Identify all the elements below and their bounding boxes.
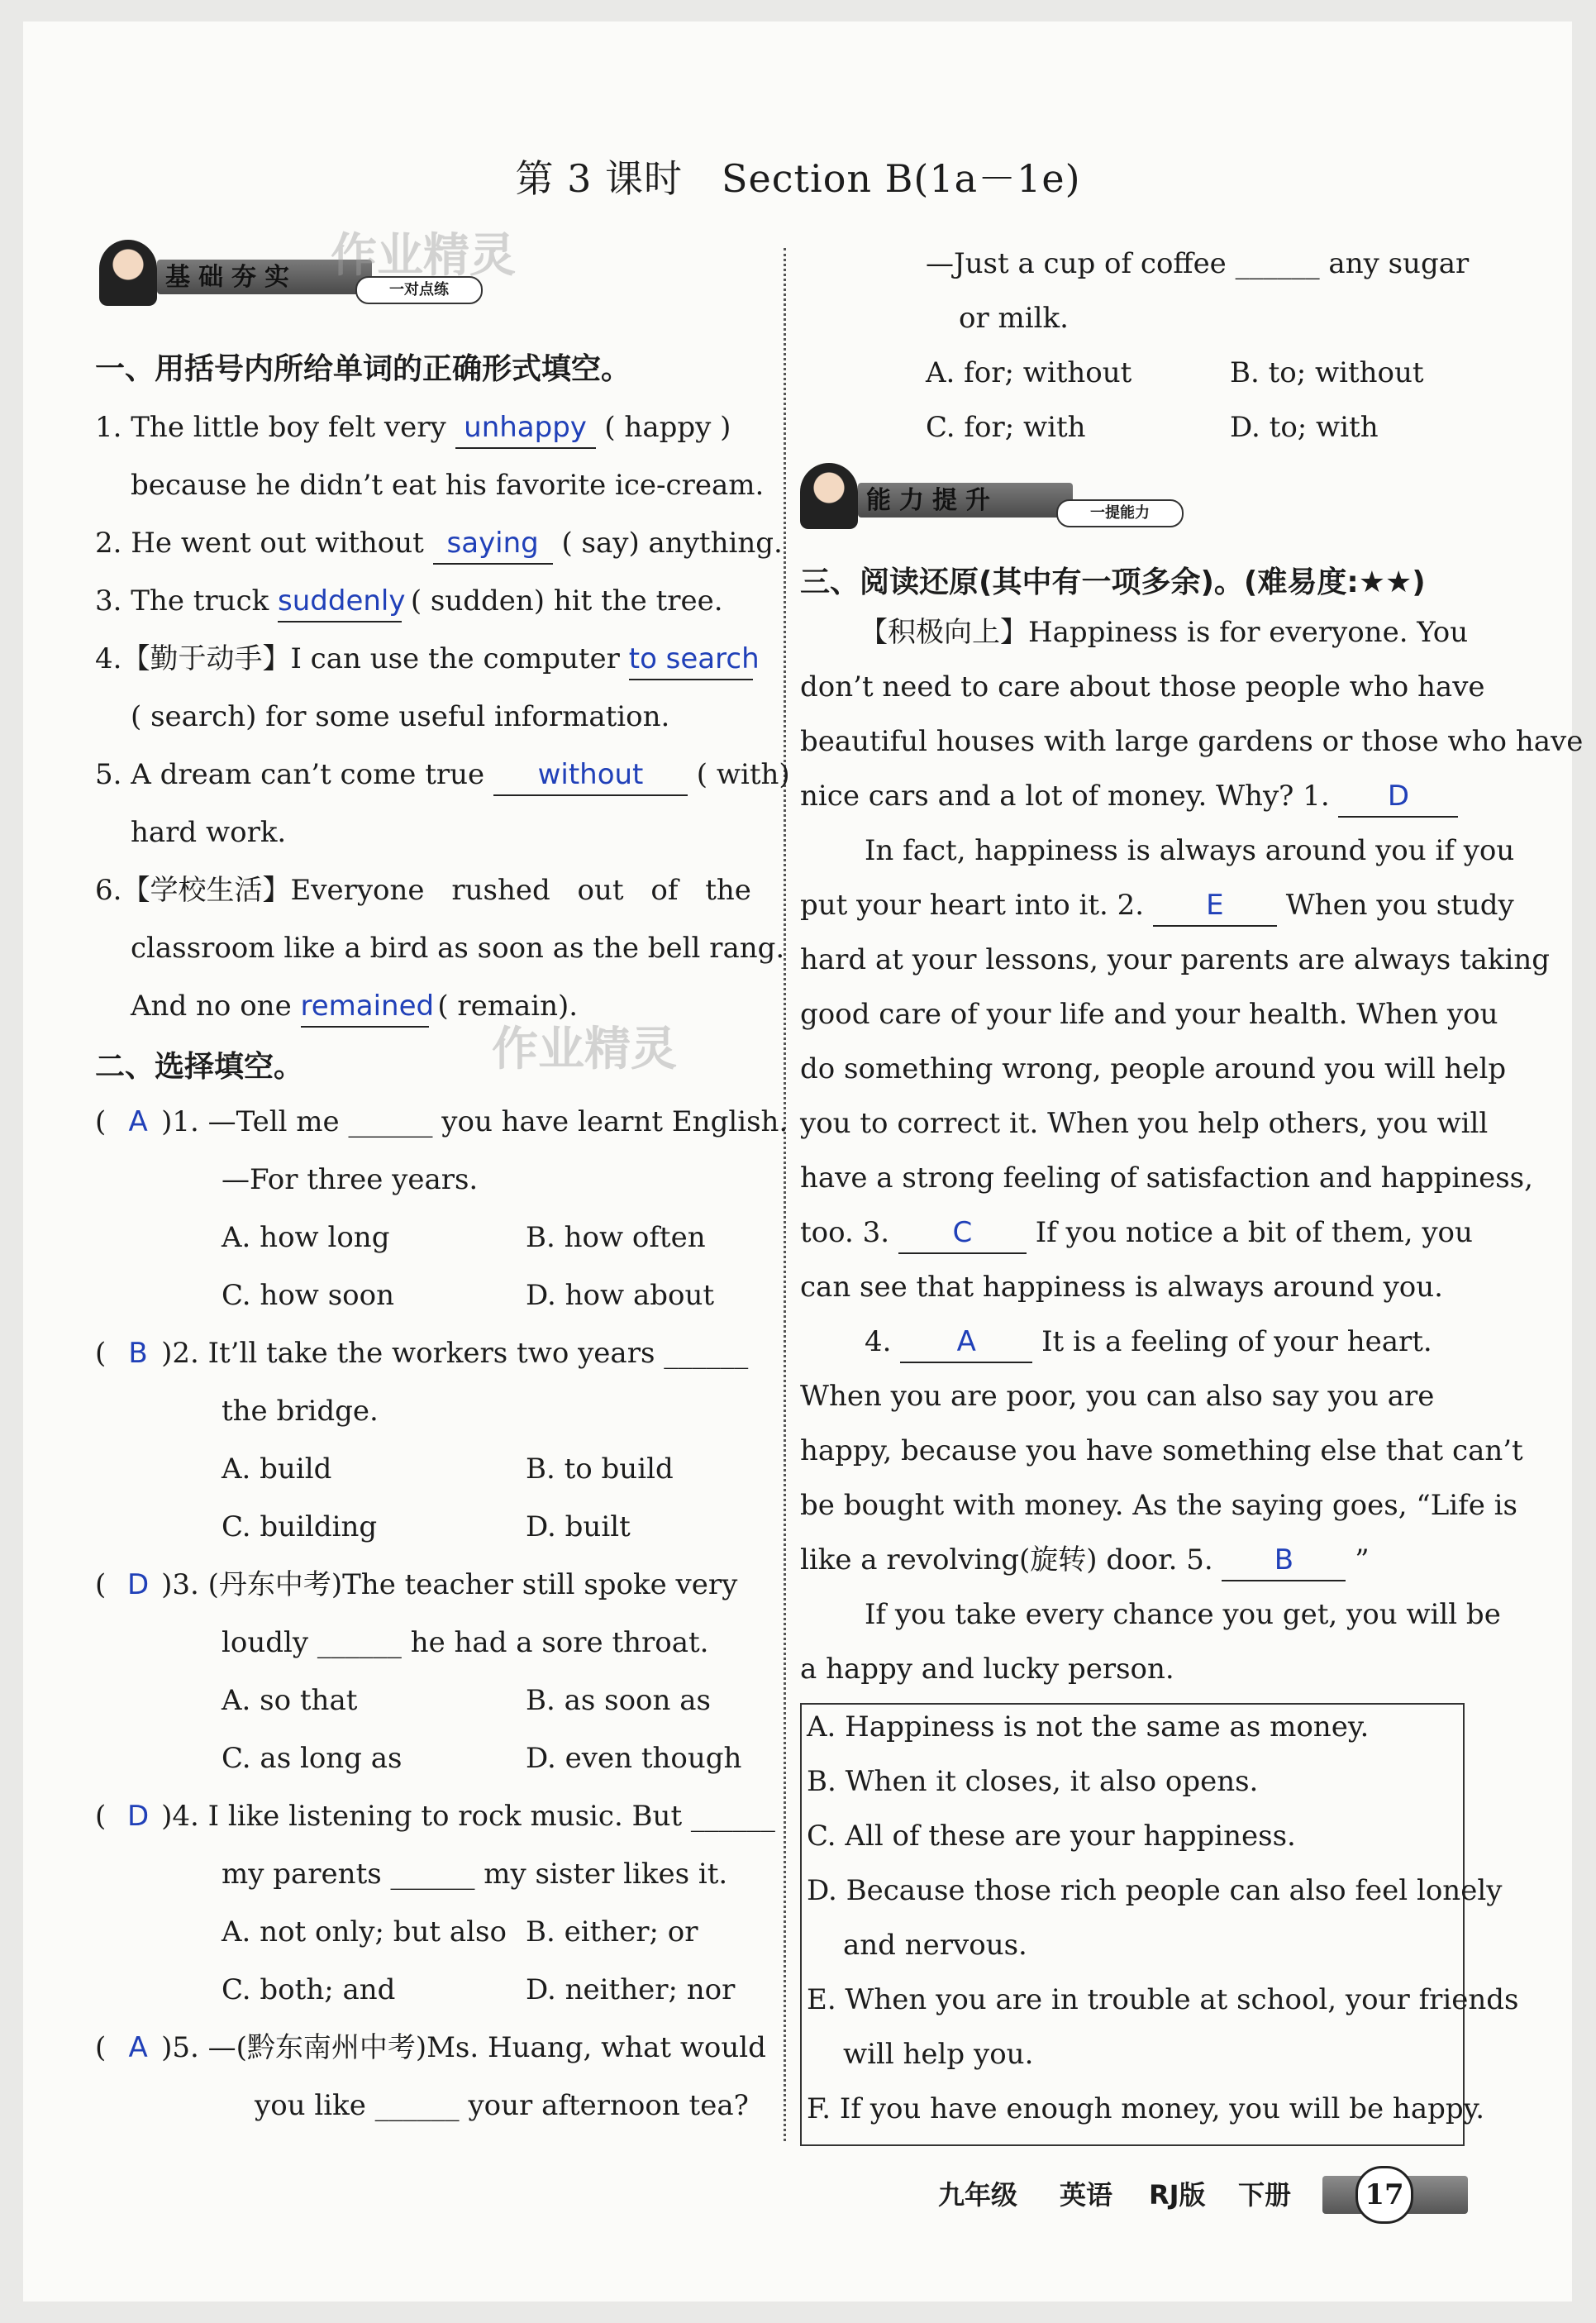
reading-option: C. All of these are your happiness. [807,1820,1296,1853]
mc-3-option-b: B. as soon as [526,1684,711,1717]
footer-subject: 英语 [1060,2179,1113,2211]
part1-heading: 一、用括号内所给单词的正确形式填空。 [95,352,631,386]
footer-volume: 下册 [1238,2179,1292,2211]
column-divider [784,248,786,2141]
q5-line1: 5. A dream can’t come true without ( with) [95,746,790,804]
mc-5-option-a: A. for; without [926,356,1132,389]
q1-answer: unhappy [455,411,596,449]
reading-option: D. Because those rich people can also feel lonely [807,1874,1503,1907]
mc-1-answer: A [128,1105,148,1138]
reading-answer-2: E [1153,889,1277,927]
passage-line: hard at your lessons, your parents are always taking [800,943,1551,976]
page-title: 第 3 课时 Section B(1a－1e) [515,156,1081,201]
footer-grade: 九年级 [938,2179,1018,2211]
passage-line: happy, because you have something else that can’t [800,1434,1523,1467]
q4-line1: 4.【勤于动手】I can use the computer to search [95,630,753,688]
q1-line1: 1. The little boy felt very unhappy ( happy ) [95,398,731,456]
mc-1-option-c: C. how soon [222,1279,394,1312]
mc-3-answer: D [126,1568,150,1601]
passage-line: a happy and lucky person. [800,1653,1174,1686]
mc-4-stem2: my parents ______ my sister likes it. [222,1858,728,1891]
mc-2-stem2: the bridge. [222,1395,379,1428]
mc-5-stem2: you like ______ your afternoon tea? [255,2089,749,2122]
mc-1-stem2: —For three years. [222,1163,479,1196]
reading-option: and nervous. [843,1929,1027,1962]
banner-basic-label: 基础夯实 [165,263,298,292]
passage-line: you to correct it. When you help others, you will [800,1107,1489,1140]
q6-answer: remained [301,990,429,1028]
q6-line1: 6.【学校生活】Everyone rushed out of the [95,874,751,907]
q6-line3: And no one remained ( remain). [131,977,578,1035]
mc-3-option-d: D. even though [526,1742,742,1775]
passage-line: beautiful houses with large gardens or those who have [800,725,1584,758]
mc-5-stem3: —Just a cup of coffee ______ any sugar [926,247,1470,280]
page-number: 17 [1365,2178,1404,2211]
mc-5-stem4: or milk. [959,302,1069,335]
passage-line: 【积极向上】Happiness is for everyone. You [860,616,1469,649]
reading-answer-4: A [900,1325,1032,1363]
part2-heading: 二、选择填空。 [95,1050,304,1084]
mc-4-option-c: C. both; and [222,1973,396,2006]
reading-answer-3: C [898,1216,1027,1254]
q1-line2: because he didn’t eat his favorite ice-cream. [131,469,765,502]
q2-line: 2. He went out without saying ( say) anything. [95,514,783,572]
mc-1-option-b: B. how often [526,1221,706,1254]
banner-ability-tag: 一提能力 [1056,499,1184,527]
mc-3-option-a: A. so that [222,1684,358,1717]
banner-ability [800,463,1180,532]
mc-4-answer: D [126,1800,150,1833]
mc-item-3: ( D )3. (丹东中考)The teacher still spoke very [95,1556,737,1614]
passage-line: be bought with money. As the saying goes, “Life is [800,1489,1517,1522]
passage-line: In fact, happiness is always around you if you [865,834,1515,867]
mc-2-answer: B [128,1337,148,1370]
mc-2-option-c: C. building [222,1510,378,1543]
passage-line: don’t need to care about those people who have [800,670,1485,704]
passage-line: If you take every chance you get, you will be [865,1598,1501,1631]
part3-heading: 三、阅读还原(其中有一项多余)。(难易度:★★) [800,565,1426,599]
page-number-circle [1355,2166,1413,2224]
mc-2-option-d: D. built [526,1510,631,1543]
mc-1-option-a: A. how long [222,1221,390,1254]
mc-3-option-c: C. as long as [222,1742,403,1775]
reading-option: B. When it closes, it also opens. [807,1765,1259,1798]
q3-answer: suddenly [278,584,402,622]
mc-item-2: ( B )2. It’ll take the workers two years ______ [95,1324,748,1382]
passage-line: When you are poor, you can also say you are [800,1380,1435,1413]
passage-line: 4. A It is a feeling of your heart. [865,1313,1432,1371]
mc-item-1: ( A )1. —Tell me ______ you have learnt English. [95,1093,788,1151]
reading-option: will help you. [843,2038,1034,2071]
mc-1-option-d: D. how about [526,1279,715,1312]
passage-line: good care of your life and your health. When you [800,998,1498,1031]
banner-ability-label: 能力提升 [866,486,998,515]
q5-answer: without [493,758,688,796]
passage-line: like a revolving(旋转) door. 5. B ” [800,1531,1370,1589]
banner-basic-tag: 一对点练 [355,276,483,304]
mc-4-option-d: D. neither; nor [526,1973,736,2006]
reading-option: A. Happiness is not the same as money. [807,1710,1370,1743]
q4-line2: ( search) for some useful information. [131,700,670,733]
mc-item-4: ( D )4. I like listening to rock music. But ______ [95,1787,775,1845]
reading-answer-1: D [1338,780,1458,818]
footer-edition: RJ版 [1149,2179,1206,2211]
mc-3-stem2: loudly ______ he had a sore throat. [222,1626,709,1659]
watermark: 作业精灵 [492,1023,677,1076]
mc-5-option-c: C. for; with [926,411,1086,444]
reading-answer-5: B [1222,1543,1346,1581]
mc-2-option-a: A. build [222,1452,332,1486]
passage-line: have a strong feeling of satisfaction and happiness, [800,1162,1533,1195]
passage-line: put your heart into it. 2. E When you study [800,876,1514,934]
mc-2-option-b: B. to build [526,1452,674,1486]
q4-answer: to search [629,642,753,680]
mc-4-option-b: B. either; or [526,1915,698,1949]
q3-line: 3. The truck suddenly ( sudden) hit the tree. [95,572,723,630]
cartoon-girl-icon [99,240,157,306]
watermark: 作业精灵 [331,229,516,283]
mc-4-option-a: A. not only; but also [222,1915,507,1949]
passage-line: too. 3. C If you notice a bit of them, you [800,1204,1473,1262]
passage-line: nice cars and a lot of money. Why? 1. D [800,767,1458,825]
q2-answer: saying [433,527,553,565]
q5-line2: hard work. [131,816,287,849]
reading-option: F. If you have enough money, you will be happy. [807,2092,1485,2125]
mc-5-option-b: B. to; without [1230,356,1424,389]
cartoon-boy-icon [800,463,858,529]
reading-option: E. When you are in trouble at school, your friends [807,1983,1519,2016]
mc-5-answer: A [128,2031,148,2064]
passage-line: can see that happiness is always around you. [800,1271,1443,1304]
passage-line: do something wrong, people around you will help [800,1052,1507,1085]
mc-item-5: ( A )5. —(黔东南州中考)Ms. Huang, what would [95,2019,766,2077]
mc-5-option-d: D. to; with [1230,411,1379,444]
q6-line2: classroom like a bird as soon as the bell rang. [131,932,785,965]
